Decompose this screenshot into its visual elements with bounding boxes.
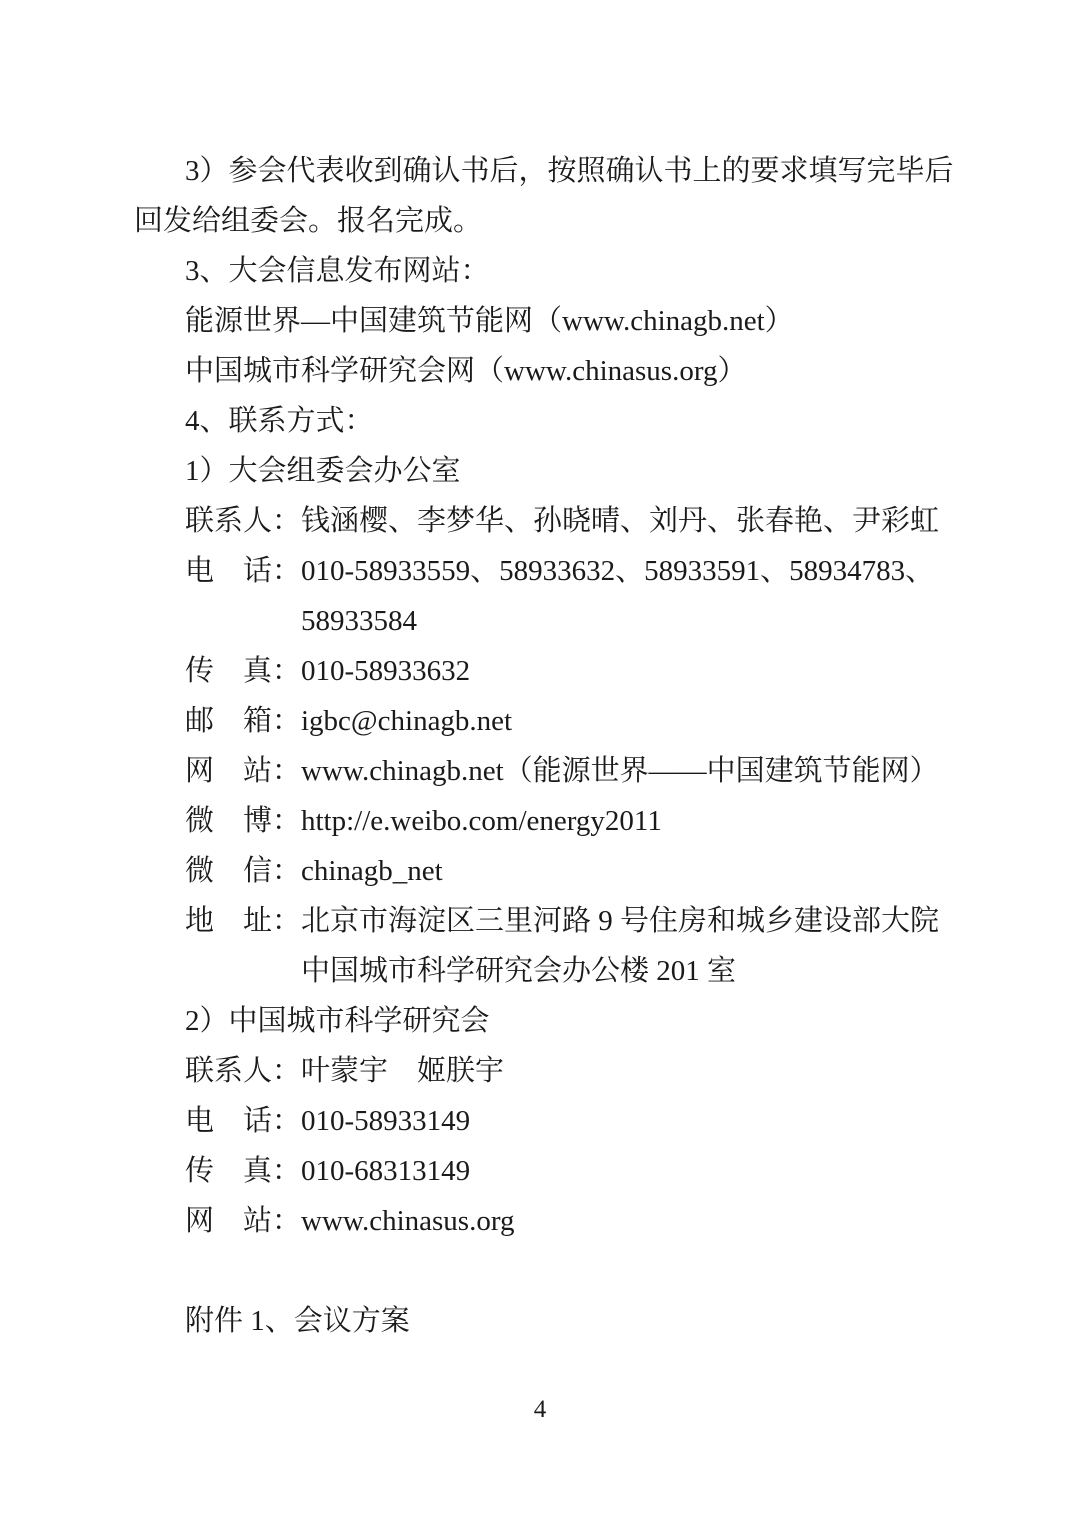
office1-website: [134, 746, 952, 796]
office1-address-label: 地 址：: [185, 905, 302, 937]
office1-address-line2: 中国城市科学研究会办公楼 201 室: [301, 955, 737, 987]
office1-email-value: igbc@chinagb.net: [301, 705, 513, 737]
website-chinagb: 能源世界—中国建筑节能网（www.chinagb.net）: [185, 305, 794, 337]
office2-title: 2）中国城市科学研究会: [185, 1005, 490, 1037]
office1-fax-value: 010-58933632: [301, 655, 471, 687]
office1-phone-label: 电 话：: [185, 555, 302, 587]
office2-fax-label: 传 真：: [185, 1155, 302, 1187]
page-number: 4: [533, 1396, 547, 1423]
office1-contacts: [134, 496, 952, 546]
office1-phone-value: 010-58933559、58933632、58933591、58934783、: [301, 555, 935, 587]
office2-website-value: www.chinasus.org: [301, 1205, 515, 1237]
office2-contacts-label: 联系人：: [185, 1055, 302, 1087]
office2-phone-value: 010-58933149: [301, 1105, 471, 1137]
blank-line: [134, 1246, 952, 1296]
office1-website-value: www.chinagb.net（能源世界——中国建筑节能网）: [301, 755, 939, 787]
office1-weibo-value: http://e.weibo.com/energy2011: [301, 805, 662, 837]
office1-fax: [134, 646, 952, 696]
para-step3-line2: 回发给组委会。报名完成。: [134, 205, 483, 237]
office2-contacts: [134, 1046, 952, 1096]
office2-fax-value: 010-68313149: [301, 1155, 471, 1187]
office1-wechat-label: 微 信：: [185, 855, 302, 887]
office2-website: [134, 1196, 952, 1246]
office2-website-label: 网 站：: [185, 1205, 302, 1237]
attachment-note: 附件 1、会议方案: [185, 1305, 410, 1337]
office1-title: 1）大会组委会办公室: [185, 455, 461, 487]
website-chinasus: 中国城市科学研究会网（www.chinasus.org）: [185, 355, 747, 387]
office1-phone-line2: 58933584: [301, 605, 417, 637]
office1-email-label: 邮 箱：: [185, 705, 302, 737]
office1-wechat-value: chinagb_net: [301, 855, 443, 887]
office2-phone-label: 电 话：: [185, 1105, 302, 1137]
office1-email: [134, 696, 952, 746]
para-step3-line1: 3）参会代表收到确认书后，按照确认书上的要求填写完毕后: [185, 155, 954, 187]
office1-contacts-value: 钱涵樱、李梦华、孙晓晴、刘丹、张春艳、尹彩虹: [301, 505, 940, 537]
office1-address-line1: [134, 896, 952, 946]
office2-fax: [134, 1146, 952, 1196]
office1-wechat: [134, 846, 952, 896]
office1-contacts-label: 联系人：: [185, 505, 302, 537]
websites-heading: 3、大会信息发布网站：: [185, 255, 490, 287]
office1-website-label: 网 站：: [185, 755, 302, 787]
office1-address-value: 北京市海淀区三里河路 9 号住房和城乡建设部大院: [301, 905, 940, 937]
office1-weibo-label: 微 博：: [185, 805, 302, 837]
contact-heading: 4、联系方式：: [185, 405, 374, 437]
office2-contacts-value: 叶蒙宇 姬朕宇: [301, 1055, 505, 1087]
office1-phone-line1: [134, 546, 952, 596]
office1-weibo: [134, 796, 952, 846]
office1-fax-label: 传 真：: [185, 655, 302, 687]
office2-phone: [134, 1096, 952, 1146]
